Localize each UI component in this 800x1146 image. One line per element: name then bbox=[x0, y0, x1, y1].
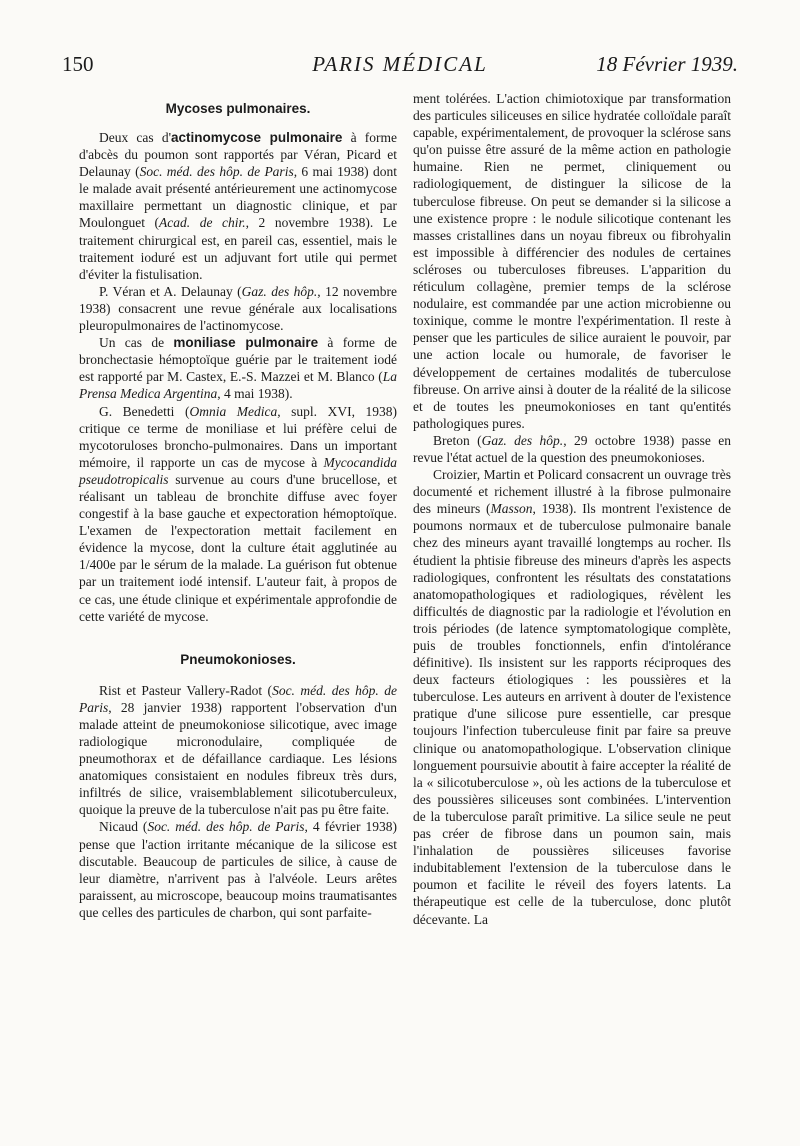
journal-title: PARIS MÉDICAL bbox=[312, 52, 488, 76]
section-title-pneumokonioses: Pneumokonioses. bbox=[180, 651, 296, 667]
left-column bbox=[79, 90, 397, 921]
paragraph-rist-vallery-radot: Rist et Pasteur Vallery-Radot (Soc. méd. des hôp. de Paris, 28 janvier 1938) rapportent l'observation d'un malade atteint de pneumokoniose silicotique, avec image radiologique micronodulaire, compliquée de pneumothorax et de défaillance cardiaque. Les lésions anatomiques consistaient en nodules fibreux très durs, infiltrés de silice, vraisemblablement silicotuberculeux, quoique la preuve de la tuberculose n'ait pas pu être faite. bbox=[79, 682, 397, 818]
paragraph-nicaud-continued: ment tolérées. L'action chimiotoxique par transformation des particules siliceuses en silice hydratée colloïdale paraît capable, expérimentalement, de provoquer la sclérose sans qu'on puisse être assuré de la même action en pathologie humaine. Rien ne permet, cliniquement ou radiologiquement, de distinguer la silicose de la tuberculose fibreuse. On peut se demander si la silicose a une existence propre : le nodule silicotique contenant les masses cristallines dans un noyau fibreux ou fibrohyalin est impossible à différencier des nodules de certaines scléroses ou tuberculoses fibreuses. L'apparition du réticulum collagène, premier temps de la sclérose nodulaire, est commandée par une action microbienne ou toxinique, comme le montre l'expérimentation. Il reste à penser que les particules de silice auraient le pouvoir, par une action locale ou humorale, de favoriser le développement de certaines modalités de tuberculose fibreuse. On arrive ainsi à douter de la réalité de la silicose et de toutes les pneumokonioses en tant qu'entités pathologiques pures. bbox=[413, 91, 731, 431]
running-head bbox=[62, 52, 738, 82]
issue-date: 18 Février 1939. bbox=[596, 52, 738, 76]
paragraph-nicaud: Nicaud (Soc. méd. des hôp. de Paris, 4 février 1938) pense que l'action irritante mécanique de la silicose est discutable. Beaucoup de particules de silice, à cause de leur diamètre, n'arrivent pas à l'alvéole. Leurs arêtes paraissent, au microscope, beaucoup moins traumatisantes que celles des particules de charbon, qui sont parfaite- bbox=[79, 819, 397, 920]
paragraph-benedetti: G. Benedetti (Omnia Medica, supl. XVI, 1938) critique ce terme de moniliase et lui préfère celui de mycotoruloses broncho-pulmonaires. Dans un important mémoire, il rapporte un cas de mycose à Mycocandida pseudotropicalis survenue au cours d'une brucellose, et réalisant un tableau de bronchite diffuse avec foyer congestif à la base gauche et expectoration hémoptoïque. L'examen de l'expectoration mettait facilement en évidence la mycose, dont la culture était agglutinée au 1/400e par le sérum de la malade. La guérison fut obtenue par un traitement iodé intensif. L'auteur fait, à propos de ce cas, une étude clinique et expérimentale approfondie de cette variété de mycose. bbox=[79, 403, 397, 624]
page-number: 150 bbox=[62, 52, 94, 76]
paragraph-veran-delaunay: P. Véran et A. Delaunay (Gaz. des hôp., 12 novembre 1938) consacrent une revue générale aux localisations pleuropulmonaires de l'actinomycose. bbox=[79, 283, 398, 334]
paragraph-actinomycose: Deux cas d'actinomycose pulmonaire à forme d'abcès du poumon sont rapportés par Véran, Picard et Delaunay (Soc. méd. des hôp. de Paris, 6 mai 1938) dont le malade avait présenté antérieurement une actinomycose maxillaire permettant un diagnostic clinique, et par Moulonguet (Acad. de chir., 2 novembre 1938). Le traitement chirurgical est, en pareil cas, essentiel, mais le traitement ioduré est un adjuvant fort utile qui permet d'éviter la fistulisation. bbox=[79, 130, 398, 282]
paragraph-moniliase: Un cas de moniliase pulmonaire à forme de bronchectasie hémoptoïque guérie par le traitement iodé est rapporté par M. Castex, E.-S. Mazzei et M. Blanco (La Prensa Medica Argentina, 4 mai 1938). bbox=[79, 335, 397, 402]
paragraph-breton: Breton (Gaz. des hôp., 29 octobre 1938) passe en revue l'état actuel de la question des pneumokonioses. bbox=[413, 432, 731, 465]
section-title-mycoses: Mycoses pulmonaires. bbox=[165, 101, 311, 116]
right-column bbox=[413, 90, 731, 928]
paragraph-croizier-martin-policard: Croizier, Martin et Policard consacrent un ouvrage très documenté et richement illustré à la fibrose pulmonaire des mineurs (Masson, 1938). Ils montrent l'existence de poumons normaux et de tuberculose pulmonaire banale chez des mineurs ayant travaillé longtemps au rocher. Ils étudient la phtisie fibreuse des mineurs d'après les aspects radiologiques, confrontent les résultats des constatations anatomopathologiques et radiologiques, révèlent les difficultés de diagnostic par la radiologie et l'évolution en trois périodes (de latence symptomatologique complète, puis de troubles fonctionnels, enfin d'intolérance définitive). Ils insistent sur les rapports réciproques des deux facteurs étiologiques : les poussières et la tuberculose. Les auteurs en arrivent à douter de l'existence pratique d'une silicose pure essentielle, car presque toujours l'infection tuberculeuse finit par faire sa preuve clinique ou anatomopathologique. L'observation clinique longuement poursuivie aboutit à faire accepter la réalité de la « silicotuberculose », où les actions de la tuberculose et des poussières siliceuses sont combinées. L'intervention de la tuberculose paraît primitive. La silice seule ne peut pas créer de fibrose dans un poumon sain, mais l'inhalation de poussières siliceuses favorise indubitablement l'extension de la tuberculose dans le poumon et facilite le réveil des foyers latents. La thérapeutique est celle de la tuberculose, donc plutôt décevante. La bbox=[413, 467, 731, 927]
